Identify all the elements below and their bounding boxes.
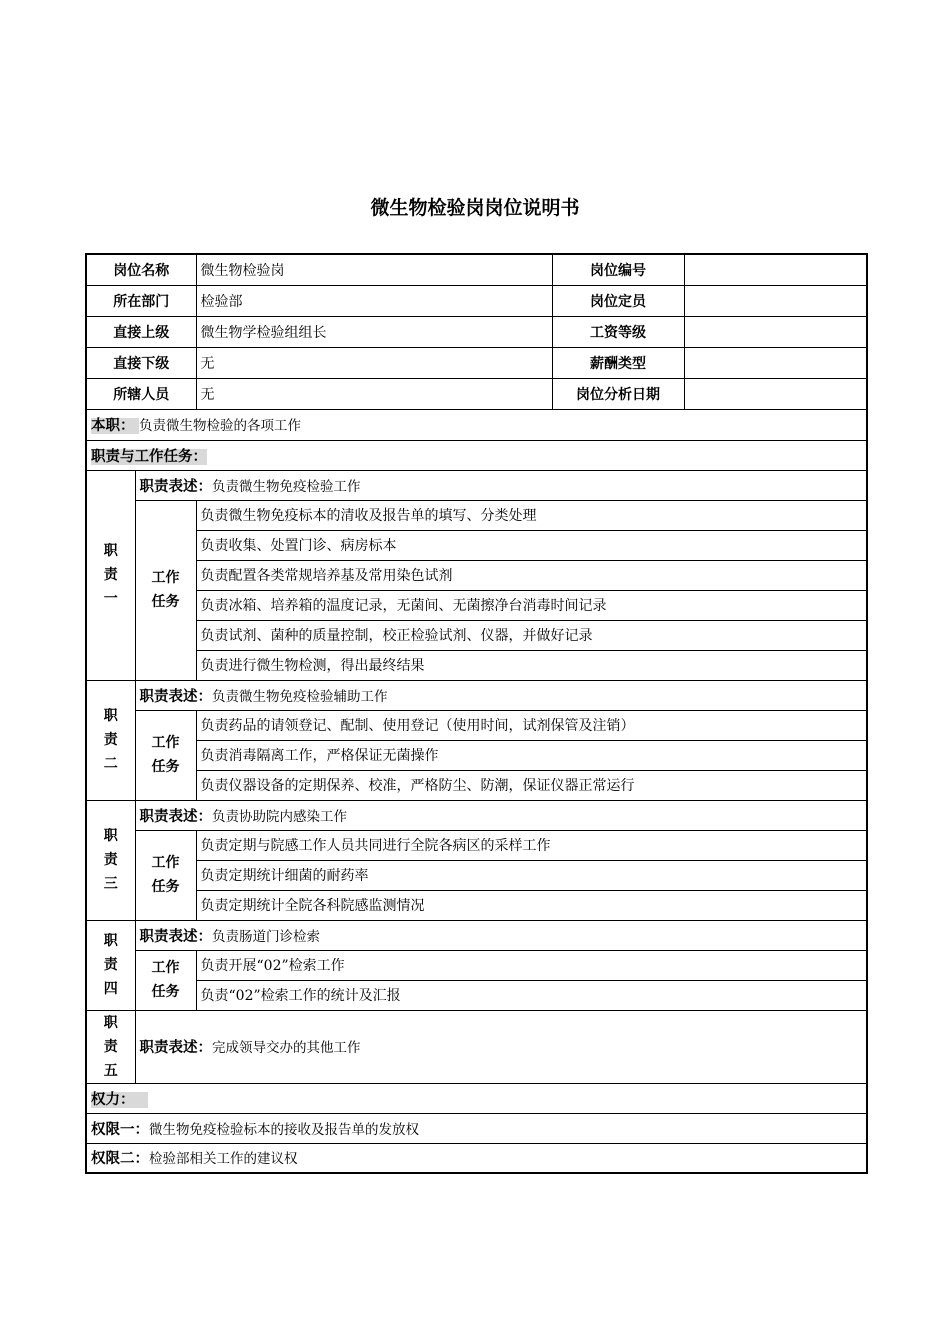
duty-name-char: 责 [103, 1038, 118, 1055]
duty-name-char: 责 [103, 852, 118, 868]
info-label: 直接上级 [86, 316, 196, 347]
authority-item [86, 1143, 867, 1173]
duty-name-char: 职 [103, 828, 118, 844]
table-row [86, 500, 867, 530]
table-row [86, 710, 867, 740]
table-row [86, 440, 867, 470]
main-duty-cell [86, 409, 867, 440]
duty-desc-label: 职责表述： [139, 808, 212, 825]
info-label-2: 工资等级 [552, 316, 684, 347]
info-label-2: 薪酬类型 [552, 347, 684, 378]
table-row [86, 770, 867, 800]
table-row [86, 1010, 867, 1083]
duties-header: 职责与工作任务： [91, 448, 207, 465]
table-row [86, 560, 867, 590]
task-item: 负责配置各类常规培养基及常用染色试剂 [196, 560, 867, 590]
authority-label: 权限二： [91, 1151, 149, 1168]
table-row [86, 680, 867, 710]
duty-desc-text: 负责微生物免疫检验辅助工作 [212, 688, 388, 705]
duty-name-char: 三 [103, 876, 118, 892]
info-value: 检验部 [196, 285, 552, 316]
table-row [86, 378, 867, 409]
table-row [86, 590, 867, 620]
table-row [86, 347, 867, 378]
info-label: 所辖人员 [86, 378, 196, 409]
task-item: 负责“02”检索工作的统计及汇报 [196, 980, 867, 1010]
info-value-2 [684, 378, 867, 409]
authority-label: 权限一： [91, 1121, 149, 1138]
table-row [86, 650, 867, 680]
table-row [86, 254, 867, 285]
highlight-spacer [135, 1092, 148, 1108]
table-row [86, 285, 867, 316]
duty-desc-cell [135, 920, 867, 950]
duty-name-char: 五 [103, 1062, 118, 1079]
task-label-line: 工作 [151, 960, 180, 976]
duty-name-char: 职 [103, 933, 118, 949]
task-item: 负责试剂、菌种的质量控制，校正检验试剂、仪器，并做好记录 [196, 620, 867, 650]
duty-name [86, 1010, 135, 1083]
duty-name-char: 一 [103, 591, 118, 607]
page-title: 微生物检验岗岗位说明书 [370, 197, 580, 219]
duty-name-char: 二 [103, 756, 118, 772]
table-row [86, 890, 867, 920]
authority-item [86, 1113, 867, 1143]
task-label-line: 工作 [151, 735, 180, 751]
duty-name [86, 920, 135, 1010]
duty-name-char: 职 [103, 543, 118, 559]
task-label-line: 任务 [151, 594, 180, 610]
task-label [135, 710, 196, 800]
duty-name [86, 800, 135, 920]
duty-desc-text: 完成领导交办的其他工作 [212, 1040, 361, 1056]
duty-desc-cell [135, 1010, 867, 1083]
duty-name-char: 四 [103, 981, 118, 997]
info-label: 直接下级 [86, 347, 196, 378]
authority-header-cell [86, 1083, 867, 1113]
task-item: 负责进行微生物检测，得出最终结果 [196, 650, 867, 680]
task-label-line: 任务 [151, 879, 180, 895]
info-value: 无 [196, 378, 552, 409]
table-row [86, 620, 867, 650]
duty-desc-text: 负责肠道门诊检索 [212, 928, 320, 945]
task-item: 负责定期统计全院各科院感监测情况 [196, 890, 867, 920]
task-label-line: 任务 [151, 984, 180, 1000]
authority-text: 微生物免疫检验标本的接收及报告单的发放权 [149, 1121, 419, 1138]
duty-desc-cell [135, 680, 867, 710]
table-row [86, 530, 867, 560]
table-row [86, 470, 867, 500]
duty-desc-text: 负责微生物免疫检验工作 [212, 478, 361, 495]
task-item: 负责微生物免疫标本的清收及报告单的填写、分类处理 [196, 500, 867, 530]
table-row [86, 920, 867, 950]
table-row [86, 950, 867, 980]
table-row [86, 860, 867, 890]
info-value: 微生物学检验组组长 [196, 316, 552, 347]
table-row [86, 316, 867, 347]
table-row [86, 409, 867, 440]
task-item: 负责药品的请领登记、配制、使用登记（使用时间，试剂保管及注销） [196, 710, 867, 740]
info-label-2: 岗位编号 [552, 254, 684, 285]
duties-header-cell [86, 440, 867, 470]
task-item: 负责收集、处置门诊、病房标本 [196, 530, 867, 560]
duty-name [86, 680, 135, 800]
task-label [135, 950, 196, 1010]
task-label [135, 830, 196, 920]
duty-desc-label: 职责表述： [139, 928, 212, 945]
info-label: 所在部门 [86, 285, 196, 316]
duty-desc-label: 职责表述： [139, 478, 212, 495]
duty-desc-label: 职责表述： [139, 688, 212, 705]
info-value-2 [684, 285, 867, 316]
main-duty-text: 负责微生物检验的各项工作 [138, 418, 301, 434]
job-description-table [85, 253, 868, 1174]
authority-text: 检验部相关工作的建议权 [149, 1151, 298, 1168]
info-value-2 [684, 347, 867, 378]
table-row [86, 980, 867, 1010]
task-label-line: 工作 [151, 855, 180, 871]
duty-name-char: 责 [103, 732, 118, 748]
task-item: 负责定期统计细菌的耐药率 [196, 860, 867, 890]
task-item: 负责仪器设备的定期保养、校准，严格防尘、防潮，保证仪器正常运行 [196, 770, 867, 800]
task-item: 负责冰箱、培养箱的温度记录，无菌间、无菌擦净台消毒时间记录 [196, 590, 867, 620]
table-row [86, 1113, 867, 1143]
table-body [86, 254, 867, 1173]
task-label-line: 任务 [151, 759, 180, 775]
authority-header: 权力： [91, 1091, 135, 1108]
info-value: 微生物检验岗 [196, 254, 552, 285]
table-row [86, 740, 867, 770]
duty-name-char: 职 [103, 708, 118, 724]
task-item: 负责开展“02”检索工作 [196, 950, 867, 980]
info-label-2: 岗位定员 [552, 285, 684, 316]
duty-desc-text: 负责协助院内感染工作 [212, 808, 347, 825]
task-item: 负责消毒隔离工作，严格保证无菌操作 [196, 740, 867, 770]
table-row [86, 800, 867, 830]
task-label [135, 500, 196, 680]
info-value: 无 [196, 347, 552, 378]
duty-desc-cell [135, 470, 867, 500]
table-row [86, 1143, 867, 1173]
info-label: 岗位名称 [86, 254, 196, 285]
table-row [86, 830, 867, 860]
main-duty-label: 本职： [91, 418, 135, 434]
table-row [86, 1083, 867, 1113]
info-value-2 [684, 254, 867, 285]
duty-name-char: 责 [103, 957, 118, 973]
duty-desc-label: 职责表述： [139, 1040, 212, 1056]
task-label-line: 工作 [151, 570, 180, 586]
info-value-2 [684, 316, 867, 347]
info-label-2: 岗位分析日期 [552, 378, 684, 409]
duty-name-char: 职 [103, 1014, 118, 1031]
duty-name-char: 责 [103, 567, 118, 583]
task-item: 负责定期与院感工作人员共同进行全院各病区的采样工作 [196, 830, 867, 860]
duty-desc-cell [135, 800, 867, 830]
duty-name [86, 470, 135, 680]
